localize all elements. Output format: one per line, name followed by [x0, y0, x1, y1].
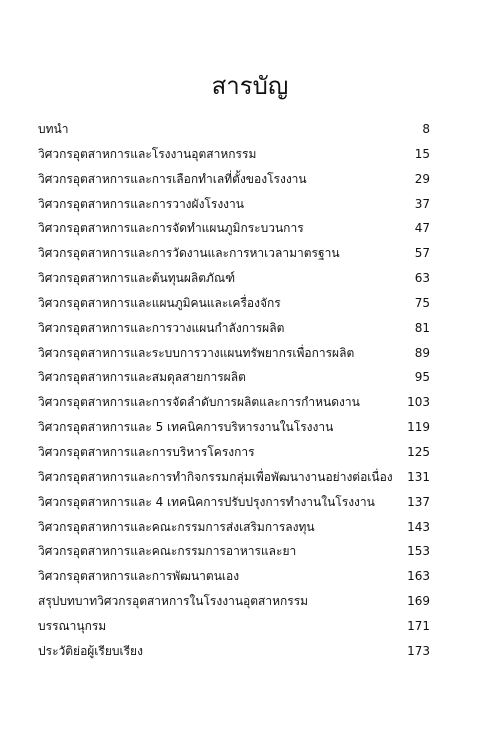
toc-entry-title: สรุปบทบาทวิศวกรอุตสาหการในโรงงานอุตสาหกรรม: [38, 594, 309, 609]
toc-entry-title: วิศวกรอุตสาหการและการวางผังโรงงาน: [38, 196, 244, 211]
toc-entry: [38, 365, 430, 390]
toc-entry: [38, 117, 430, 142]
toc-entry-title: วิศวกรอุตสาหการและการจัดลำดับการผลิตและการกำหนดงาน: [38, 395, 360, 410]
toc-entry: [38, 589, 430, 614]
toc-entry: [38, 291, 430, 316]
toc-entry-title: วิศวกรอุตสาหการและ 4 เทคนิคการปรับปรุงการทำงานในโรงงาน: [38, 494, 375, 509]
toc-entry-page-number: 89: [414, 345, 430, 360]
toc-entry: [38, 515, 430, 540]
toc-entry-title: วิศวกรอุตสาหการและ 5 เทคนิคการบริหารงานในโรงงาน: [38, 420, 334, 435]
toc-entry-title: วิศวกรอุตสาหการและการจัดทำแผนภูมิกระบวนการ: [38, 221, 304, 236]
toc-entry-page-number: 169: [407, 594, 430, 609]
toc-entry-title: วิศวกรอุตสาหการและการเลือกทำเลที่ตั้งของโรงงาน: [38, 171, 307, 186]
toc-entry: [38, 266, 430, 291]
toc-entry-title: วิศวกรอุตสาหการและการบริหารโครงการ: [38, 444, 255, 459]
toc-entry-page-number: 125: [407, 444, 430, 459]
toc-entry-title: วิศวกรอุตสาหการและโรงงานอุตสาหกรรม: [38, 146, 257, 161]
toc-entry: [38, 539, 430, 564]
toc-entry: [38, 390, 430, 415]
toc-entry-title: บรรณานุกรม: [38, 618, 107, 633]
toc-entry-title: ประวัติย่อผู้เรียบเรียง: [38, 643, 143, 658]
toc-entry-page-number: 37: [414, 196, 430, 211]
toc-entry: [38, 465, 430, 490]
toc-entry-page-number: 95: [414, 370, 430, 385]
toc-entry-page-number: 143: [407, 519, 430, 534]
toc-entry-page-number: 75: [414, 295, 430, 310]
toc-entry: [38, 216, 430, 241]
toc-entry: [38, 167, 430, 192]
toc-entry-page-number: 47: [414, 221, 430, 236]
toc-entry: [38, 639, 430, 664]
toc-entry-title: วิศวกรอุตสาหการและคณะกรรมการอาหารและยา: [38, 544, 297, 559]
toc-entry-page-number: 137: [407, 494, 430, 509]
toc-entry-page-number: 131: [407, 469, 430, 484]
toc-entry-page-number: 63: [414, 271, 430, 286]
toc-entry: [38, 490, 430, 515]
toc-entry-title: วิศวกรอุตสาหการและระบบการวางแผนทรัพยากรเพื่อการผลิต: [38, 345, 355, 360]
toc-entry-title: วิศวกรอุตสาหการและการพัฒนาตนเอง: [38, 569, 240, 584]
table-of-contents: [38, 117, 430, 664]
toc-entry: [38, 415, 430, 440]
toc-entry-title: บทนำ: [38, 122, 69, 136]
toc-entry: [38, 440, 430, 465]
toc-entry-title: วิศวกรอุตสาหการและสมดุลสายการผลิต: [38, 370, 246, 385]
toc-entry-page-number: 103: [407, 395, 430, 410]
toc-entry-page-number: 163: [407, 569, 430, 584]
toc-entry: [38, 614, 430, 639]
toc-entry-title: วิศวกรอุตสาหการและการวางแผนกำลังการผลิต: [38, 320, 285, 335]
toc-entry-page-number: 119: [407, 420, 430, 435]
page-title: สารบัญ: [211, 72, 289, 100]
toc-entry-title: วิศวกรอุตสาหการและต้นทุนผลิตภัณฑ์: [38, 271, 236, 286]
toc-entry-title: วิศวกรอุตสาหการและแผนภูมิคนและเครื่องจักร: [38, 295, 281, 310]
toc-entry: [38, 142, 430, 167]
toc-entry-title: วิศวกรอุตสาหการและคณะกรรมการส่งเสริมการลงทุน: [38, 519, 315, 534]
toc-entry-page-number: 81: [414, 320, 430, 335]
toc-entry: [38, 564, 430, 589]
toc-entry-page-number: 173: [407, 643, 430, 658]
toc-entry: [38, 341, 430, 366]
toc-entry-page-number: 153: [407, 544, 430, 559]
toc-entry-page-number: 29: [414, 171, 430, 186]
toc-entry: [38, 192, 430, 217]
toc-entry-title: วิศวกรอุตสาหการและการวัดงานและการหาเวลามาตรฐาน: [38, 246, 340, 261]
toc-entry-title: วิศวกรอุตสาหการและการทำกิจกรรมกลุ่มเพื่อพัฒนางานอย่างต่อเนื่อง: [38, 469, 393, 484]
toc-entry-page-number: 57: [414, 246, 430, 261]
toc-entry-page-number: 8: [422, 122, 430, 136]
toc-entry-page-number: 15: [414, 146, 430, 161]
toc-entry: [38, 316, 430, 341]
toc-entry: [38, 241, 430, 266]
toc-entry-page-number: 171: [407, 618, 430, 633]
